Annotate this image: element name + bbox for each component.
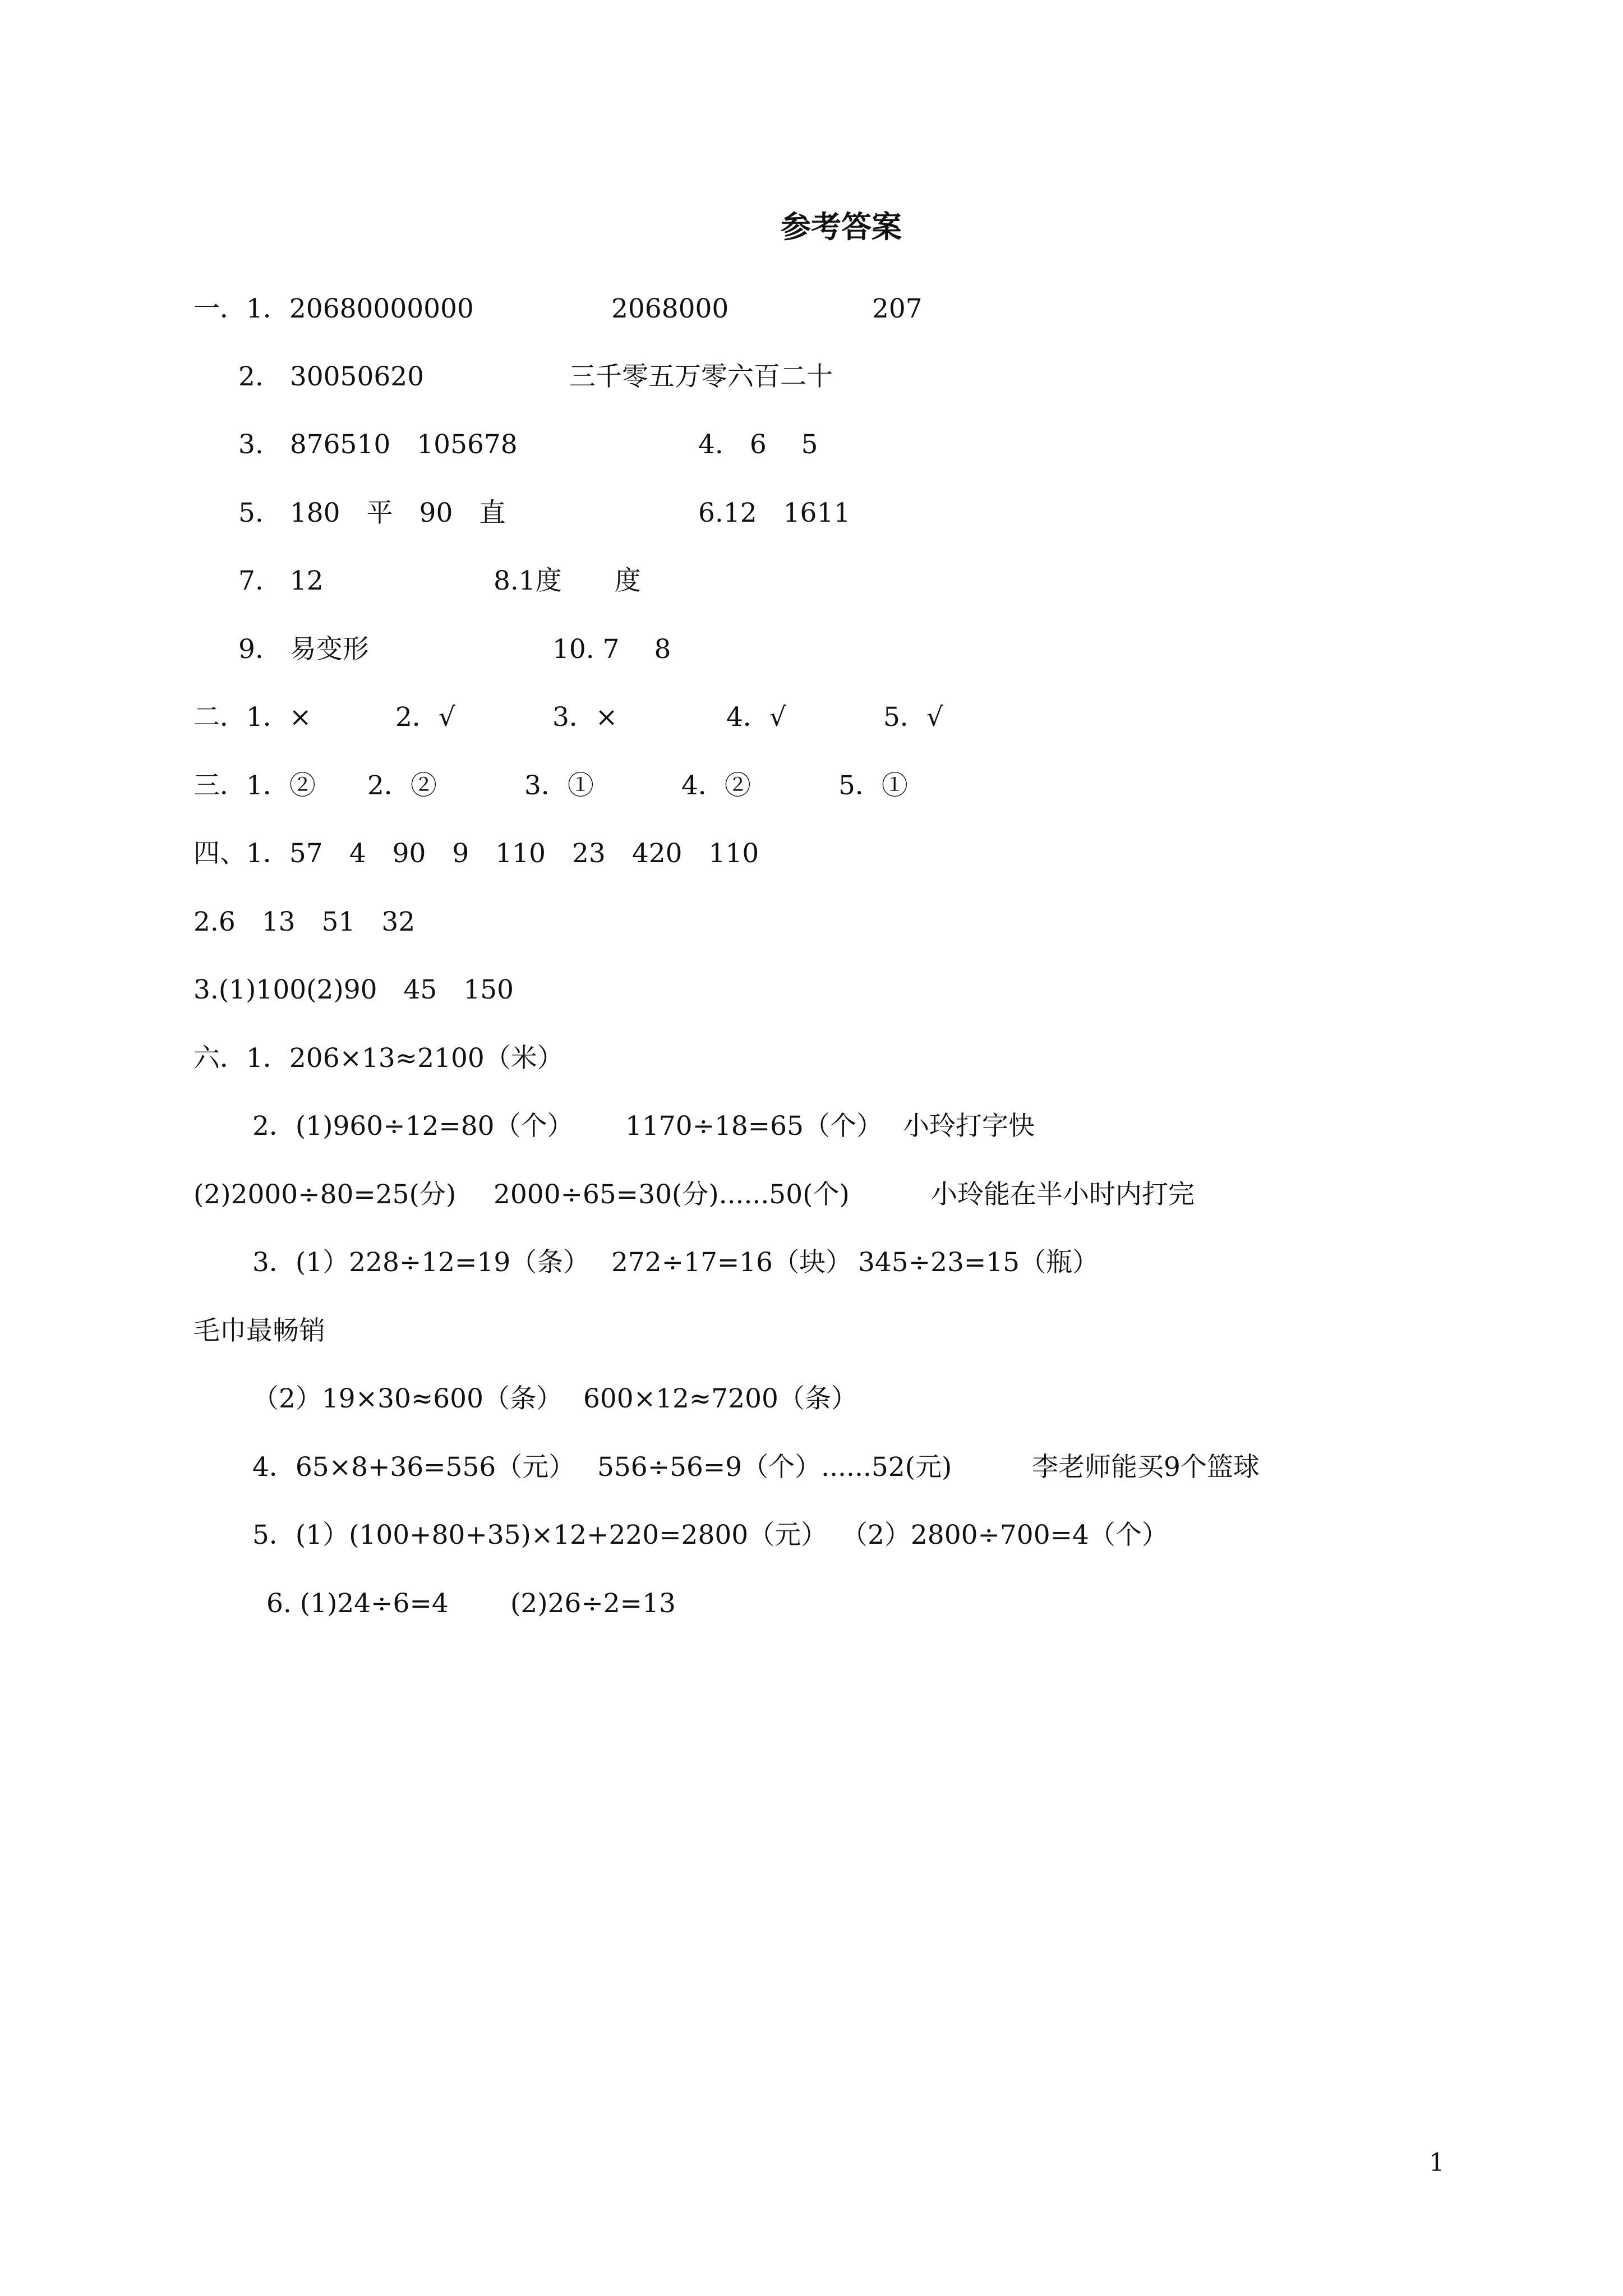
answer-text: 2．(1)960÷12=80（个） [252,1111,574,1142]
answer-text: 600×12≈7200（条） [583,1383,857,1414]
answer-text: 3. 876510 105678 [238,429,518,460]
answer-line [0,425,1623,464]
answer-text: 二．1．× [193,702,312,733]
answer-text: 毛巾最畅销 [193,1315,325,1346]
answer-text: (2)2000÷80=25(分) [193,1179,457,1210]
answer-text: （2）19×30≈600（条） [252,1383,562,1414]
answer-text: 4. 6 5 [698,429,818,460]
answer-text: 4．② [681,770,751,801]
answer-line [0,1312,1623,1351]
answer-line [0,834,1623,873]
answer-line [0,1175,1623,1214]
answer-text: 5. 180 平 90 直 [238,498,506,528]
answer-text: 4．65×8+36=556（元） [252,1452,575,1483]
answer-text: 6. (1)24÷6=4 [266,1588,449,1619]
answer-line [0,766,1623,806]
answer-text: (2)26÷2=13 [510,1588,676,1619]
answer-text: 3.(1)100(2)90 45 150 [193,974,514,1005]
answer-text: 2．② [367,770,437,801]
answer-text: 272÷17=16（块） [611,1247,852,1278]
answer-text: 207 [872,293,923,324]
answer-text: 小玲能在半小时内打完 [931,1179,1195,1210]
answer-text: 三千零五万零六百二十 [569,361,833,392]
answer-line [0,1379,1623,1419]
answer-text: 556÷56=9（个）......52(元) [597,1452,952,1483]
answer-line [0,630,1623,669]
answer-text: 5．(1）(100+80+35)×12+220=2800（元） [252,1520,828,1550]
answer-line [0,903,1623,942]
answer-text: 2. 30050620 [238,361,425,392]
answer-text: 李老师能买9个篮球 [1032,1452,1260,1483]
answer-line [0,698,1623,737]
answer-text: 2068000 [611,293,729,324]
answer-text: 345÷23=15（瓶） [858,1247,1099,1278]
answer-text: 2000÷65=30(分)......50(个) [494,1179,850,1210]
answer-line [0,1516,1623,1555]
page-number: 1 [1429,2148,1445,2177]
answer-text: 小玲打字快 [903,1111,1035,1142]
answer-text: 一．1．20680000000 [193,293,474,324]
answer-text: 1170÷18=65（个） [625,1111,883,1142]
answer-line [0,970,1623,1010]
answer-text: 7. 12 [238,565,324,596]
answer-text: 3．× [552,702,618,733]
answer-text: 三．1．② [193,770,316,801]
answer-text: 四、1．57 4 90 9 110 23 420 110 [193,838,759,869]
answer-text: 2.6 13 51 32 [193,907,416,937]
answer-text: 6.12 1611 [698,498,851,528]
page-title: 参考答案 [781,209,902,245]
answer-line [0,289,1623,329]
answer-line [0,1243,1623,1282]
answer-text: 8.1度 度 [494,565,641,596]
answer-line [0,357,1623,397]
answer-line [0,562,1623,601]
answer-text: 5．√ [883,702,943,733]
answer-line [0,1039,1623,1078]
answer-line [0,494,1623,533]
answer-text: （2）2800÷700=4（个） [841,1520,1168,1550]
answer-text: 3．① [524,770,594,801]
answer-text: 10. 7 8 [552,634,671,665]
answer-text: 9. 易变形 [238,634,369,665]
answer-text: 4．√ [726,702,786,733]
answer-text: 2．√ [395,702,455,733]
answer-text: 六．1．206×13≈2100（米） [193,1043,564,1074]
answer-line [0,1448,1623,1487]
answer-line [0,1584,1623,1623]
answer-line [0,1107,1623,1146]
answer-text: 3．(1）228÷12=19（条） [252,1247,590,1278]
answer-text: 5．① [838,770,908,801]
